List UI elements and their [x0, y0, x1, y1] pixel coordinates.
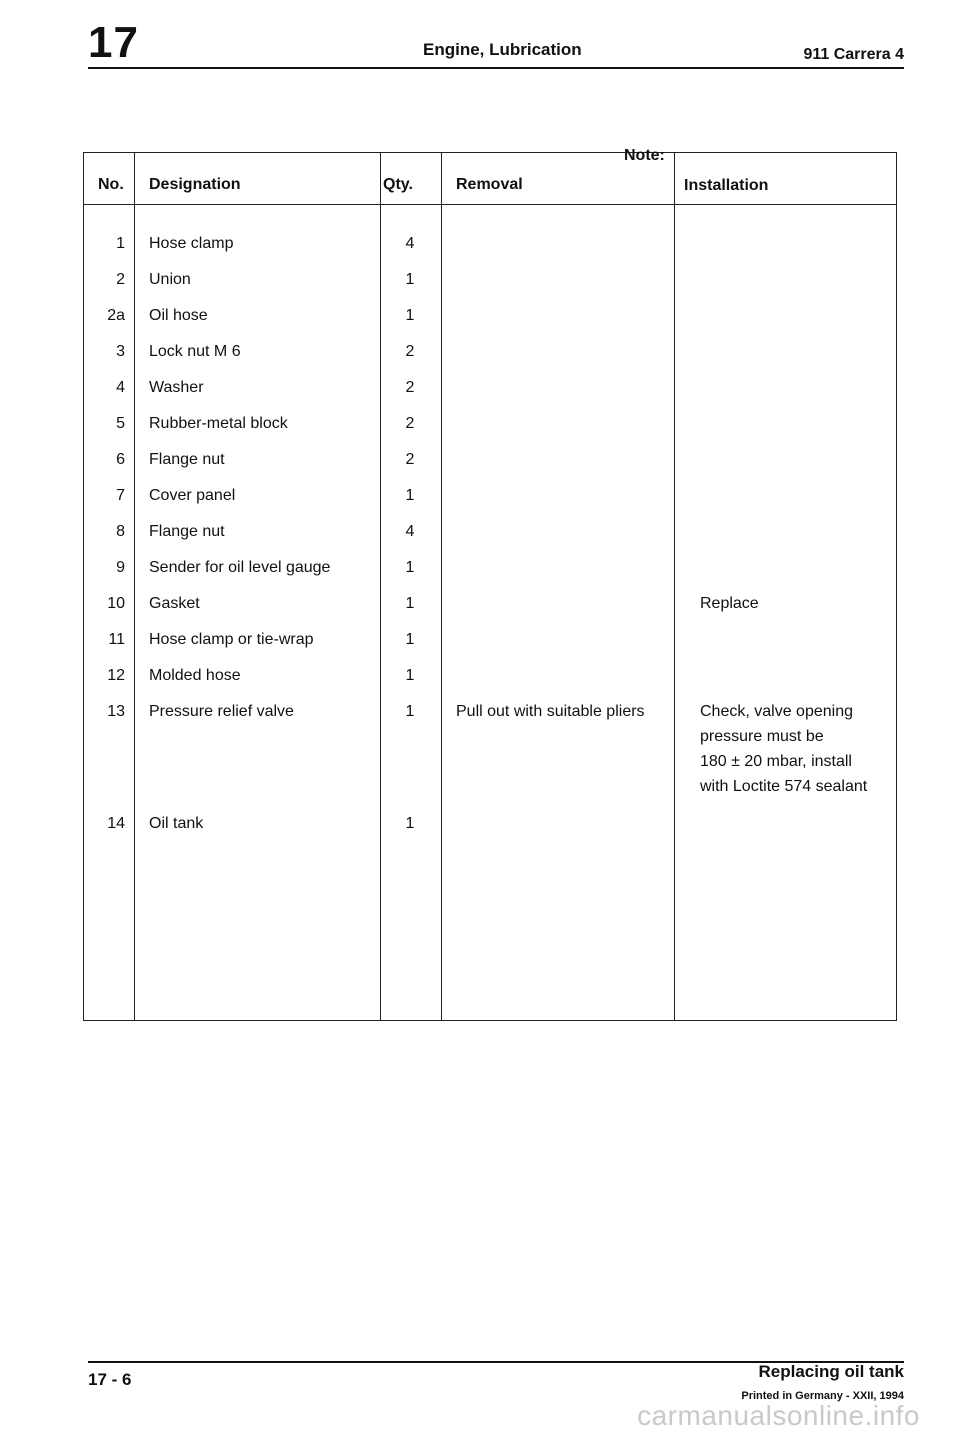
row-designation: Flange nut [149, 523, 225, 540]
row-number: 1 [116, 235, 125, 252]
row-quantity: 1 [405, 487, 415, 504]
column-header-no: No. [98, 176, 124, 193]
row-number: 10 [107, 595, 125, 612]
row-designation: Molded hose [149, 667, 241, 684]
row-number: 13 [107, 703, 125, 720]
vehicle-model: 911 Carrera 4 [803, 46, 904, 63]
row-number: 4 [116, 379, 125, 396]
footer-title: Replacing oil tank [758, 1362, 904, 1381]
row-number: 2 [116, 271, 125, 288]
row-designation: Rubber-metal block [149, 415, 288, 432]
column-divider [134, 153, 135, 1020]
column-divider [674, 153, 675, 1020]
note-label: Note: [624, 147, 665, 164]
row-number: 9 [116, 559, 125, 576]
row-designation: Oil tank [149, 815, 204, 832]
column-header-designation: Designation [149, 176, 241, 193]
installation-line: Check, valve opening [700, 703, 853, 720]
row-number: 8 [116, 523, 125, 540]
watermark: carmanualsonline.info [637, 1400, 920, 1431]
row-designation: Hose clamp or tie-wrap [149, 631, 314, 648]
column-divider [441, 153, 442, 1020]
row-designation: Gasket [149, 595, 200, 612]
row-number: 14 [107, 815, 125, 832]
row-number: 6 [116, 451, 125, 468]
row-number: 7 [116, 487, 125, 504]
installation-line: with Loctite 574 sealant [700, 778, 868, 795]
row-designation: Union [149, 271, 191, 288]
header-divider [88, 67, 904, 69]
row-quantity: 4 [405, 235, 415, 252]
installation-line: Replace [700, 595, 759, 612]
section-title: Engine, Lubrication [423, 40, 582, 59]
row-designation: Oil hose [149, 307, 208, 324]
row-quantity: 1 [405, 667, 415, 684]
row-designation: Hose clamp [149, 235, 234, 252]
row-number: 11 [108, 631, 125, 648]
row-number: 5 [116, 415, 125, 432]
row-quantity: 2 [405, 343, 415, 360]
column-header-removal: Removal [456, 176, 523, 193]
installation-line: pressure must be [700, 728, 824, 745]
installation-line: 180 ± 20 mbar, install [700, 753, 852, 770]
row-quantity: 1 [405, 307, 415, 324]
parts-table [83, 147, 897, 1021]
page-number: 17 - 6 [88, 1370, 132, 1389]
row-designation: Flange nut [149, 451, 225, 468]
row-quantity: 2 [405, 379, 415, 396]
row-quantity: 2 [405, 415, 415, 432]
column-header-installation: Installation [684, 177, 769, 194]
row-quantity: 1 [405, 631, 415, 648]
row-quantity: 1 [405, 271, 415, 288]
row-number: 2a [107, 307, 125, 324]
row-installation-note [700, 699, 867, 799]
row-quantity: 2 [405, 451, 415, 468]
print-info: Printed in Germany - XXII, 1994 [741, 1390, 904, 1402]
row-number: 3 [116, 343, 125, 360]
row-quantity: 1 [405, 595, 415, 612]
row-designation: Cover panel [149, 487, 236, 504]
column-header-qty: Qty. [383, 176, 413, 193]
row-designation: Lock nut M 6 [149, 343, 241, 360]
chapter-number: 17 [88, 18, 139, 67]
row-quantity: 1 [405, 559, 415, 576]
row-designation: Washer [149, 379, 204, 396]
row-quantity: 1 [405, 815, 415, 832]
row-quantity: 1 [405, 703, 415, 720]
row-quantity: 4 [405, 523, 415, 540]
header-row-divider [84, 204, 896, 205]
row-designation: Pressure relief valve [149, 703, 294, 720]
row-removal-note: Pull out with suitable pliers [456, 703, 645, 720]
row-installation-note [700, 591, 759, 616]
row-number: 12 [107, 667, 125, 684]
row-designation: Sender for oil level gauge [149, 559, 331, 576]
